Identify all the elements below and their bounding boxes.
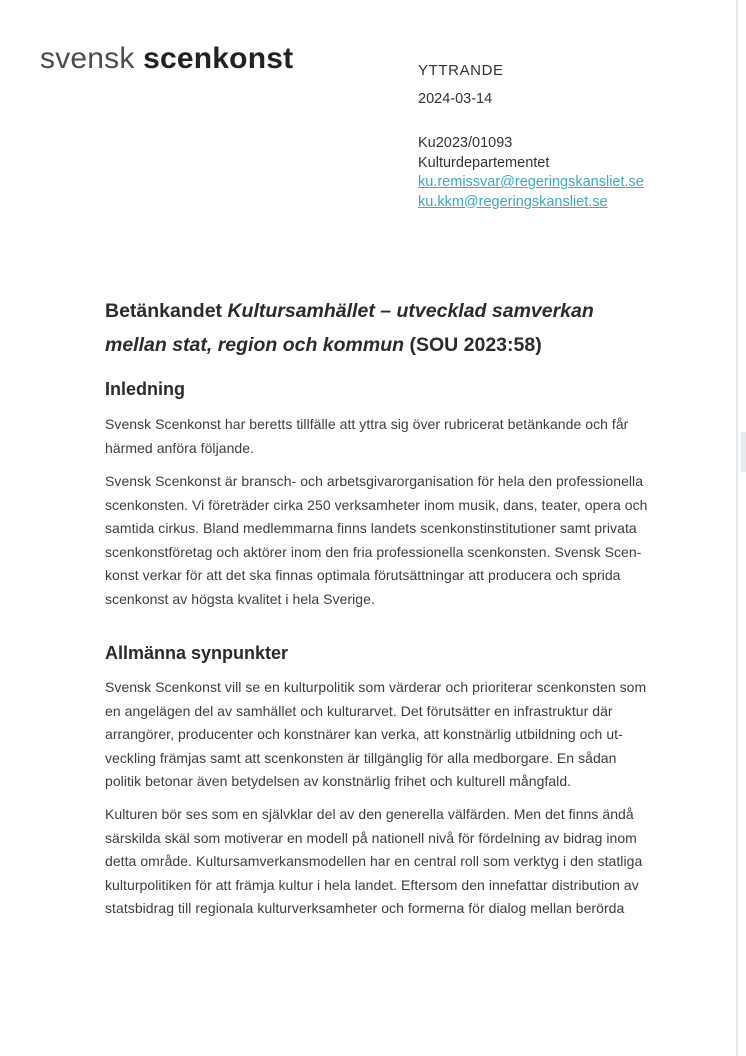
text-line: kulturpolitiken för att främja kultur i hela landet. Eftersom den innefattar distribution av (105, 876, 639, 893)
document-title-line-1: Betänkandet Kultursamhället – utvecklad samverkan (105, 300, 594, 322)
reference-block (418, 134, 644, 212)
text-line: scenkonstföretag och aktörer inom den fria professionella scenkonsten. Svensk Scen- (105, 543, 642, 560)
text-line: scenkonst av högsta kvalitet i hela Sverige. (105, 590, 375, 607)
paragraph (105, 470, 665, 611)
text-line: politik betonar även betydelsen av konstnärlig frihet och kulturell mångfald. (105, 773, 572, 789)
scan-edge-line (736, 0, 738, 1056)
text-line: scenkonsten. Vi företräder cirka 250 verksamheter inom musik, dans, teater, opera och (105, 496, 648, 513)
section-heading-inledning: Inledning (105, 379, 185, 399)
logo-text-scenkonst: scenkonst (143, 42, 294, 75)
logo (40, 42, 293, 76)
text-line: Svensk Scenkonst är bransch- och arbetsgivarorganisation för hela den professionella (105, 473, 644, 489)
recipient-name: Kulturdepartementet (418, 154, 550, 171)
document-title-line-2: mellan stat, region och kommun (SOU 2023:58) (105, 334, 542, 356)
paragraph (105, 803, 665, 921)
text-line: veckling främjas samt att scenkonsten är tillgänglig för alla medborgare. En sådan (105, 749, 617, 766)
text-line: detta område. Kultursamverkansmodellen har en central roll som verktyg i den statliga (105, 853, 643, 869)
text-line: härmed anföra följande. (105, 439, 255, 456)
doc-type-label: YTTRANDE (418, 62, 504, 79)
text-line: särskilda skäl som motiverar en modell på nationell nivå för fördelning av bidrag inom (105, 829, 637, 846)
text-line: Svensk Scenkonst vill se en kulturpolitik som värderar och prioriterar scenkonsten som (105, 679, 647, 695)
section-heading-allmanna-synpunkter: Allmänna synpunkter (105, 643, 289, 663)
email-link-remissvar[interactable]: ku.remissvar@regeringskansliet.se (418, 174, 644, 190)
text-line: samtida cirkus. Bland medlemmarna finns landets scenkonstinstitutioner samt privata (105, 520, 637, 536)
text-line: statsbidrag till regionala kulturverksamheter och formerna för dialog mellan berörda (105, 900, 625, 916)
paragraph (105, 676, 665, 794)
logo-text-svensk: svensk (40, 42, 144, 75)
scan-edge-artifact (741, 432, 746, 472)
text-line: Kulturen bör ses som en självklar del av den generella välfärden. Men det finns ändå (105, 806, 634, 822)
text-line: en angelägen del av samhället och kulturarvet. Det förutsätter en infrastruktur där (105, 702, 613, 719)
text-line: Svensk Scenkonst har beretts tillfälle att yttra sig över rubricerat betänkande och får (105, 416, 629, 432)
paragraph (105, 413, 665, 460)
doc-reference: Ku2023/01093 (418, 135, 513, 151)
email-link-kkm[interactable]: ku.kkm@regeringskansliet.se (418, 193, 608, 210)
doc-date: 2024-03-14 (418, 91, 493, 107)
document-title (105, 294, 594, 362)
text-line: arrangörer, producenter och konstnärer kan verka, att konstnärlig utbildning och ut- (105, 726, 623, 742)
text-line: konst verkar för att det ska finnas optimala förutsättningar att producera och sprida (105, 567, 621, 583)
